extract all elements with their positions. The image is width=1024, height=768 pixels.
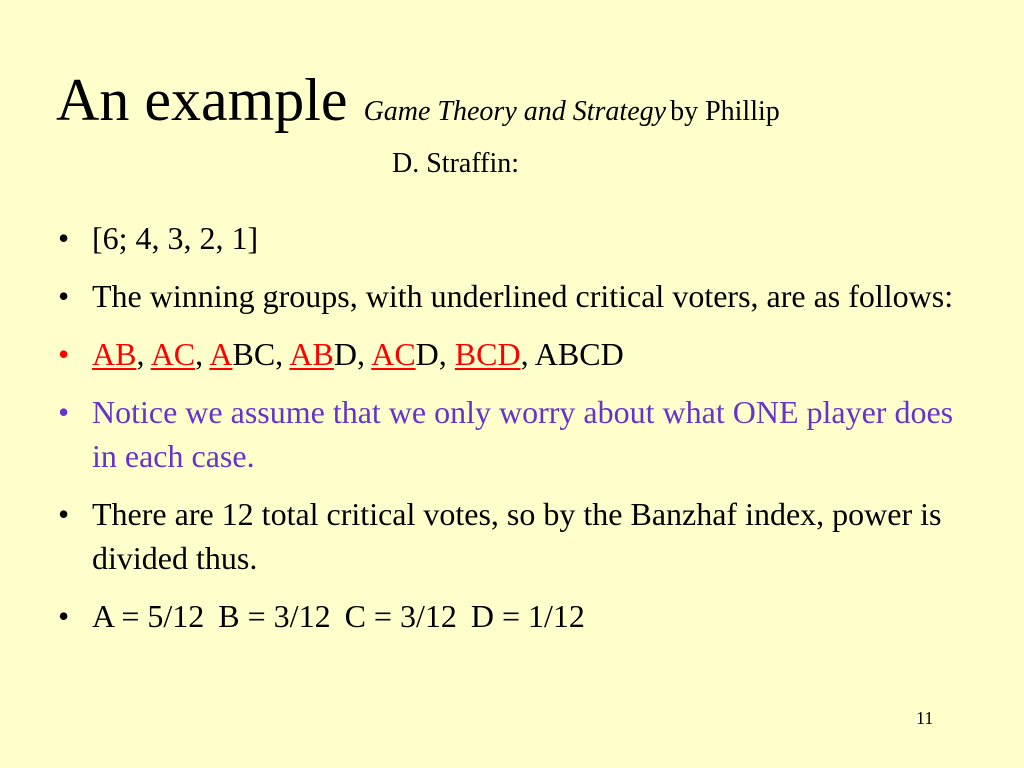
bullet-weights-text: [6; 4, 3, 2, 1] [92, 220, 259, 256]
bullet-dot: • [58, 394, 70, 430]
bullet-winning-groups [56, 332, 956, 376]
non-critical-voters: BC [232, 336, 276, 372]
winning-group [289, 336, 357, 372]
bullet-total-votes-text: There are 12 total critical votes, so by the Banzhaf index, power is divided thus. [92, 496, 942, 576]
group-separator: , [195, 336, 210, 372]
bullet-dot: • [58, 336, 70, 372]
bullet-weights [56, 216, 956, 260]
non-critical-voters: D [415, 336, 439, 372]
group-separator: , [356, 336, 372, 372]
winning-group [151, 336, 195, 372]
winning-group [455, 336, 521, 372]
critical-voters: A [209, 336, 233, 372]
critical-voters: AC [150, 336, 196, 372]
group-separator: , [438, 336, 455, 372]
bullet-total-votes [56, 492, 956, 580]
bullet-winning-groups-text: The winning groups, with underlined critical voters, are as follows: [92, 278, 954, 314]
group-separator: , [275, 336, 290, 372]
critical-voters: AB [289, 336, 334, 372]
power-value: C = 3/12 [344, 598, 457, 634]
title-main: An example [56, 67, 348, 133]
bullet-notice [56, 390, 956, 478]
bullet-dot: • [58, 598, 70, 634]
bullet-dot: • [58, 220, 70, 256]
winning-group [535, 336, 624, 372]
winning-group [371, 336, 439, 372]
group-separator: , [136, 336, 151, 372]
critical-voters: BCD [454, 336, 521, 372]
power-value: B = 3/12 [218, 598, 331, 634]
title-author: D. Straffin: [392, 148, 520, 179]
power-value: D = 1/12 [470, 598, 585, 634]
bullet-notice-text: Notice we assume that we only worry about what ONE player does in each case. [92, 394, 954, 474]
winning-groups-list [92, 336, 624, 372]
bullet-power [56, 594, 956, 638]
bullet-list [56, 216, 956, 652]
winning-group [92, 336, 136, 372]
power-value: A = 5/12 [92, 598, 205, 634]
bullet-dot: • [58, 278, 70, 314]
title-book: Game Theory and Strategy [363, 96, 667, 127]
non-critical-voters: ABCD [534, 336, 624, 372]
slide-title [56, 67, 956, 179]
power-list [92, 598, 585, 634]
bullet-dot: • [58, 496, 70, 532]
bullet-winning-groups-intro [56, 274, 956, 318]
critical-voters: AC [371, 336, 416, 372]
title-by: by Phillip [670, 96, 780, 127]
page-number: 11 [916, 708, 934, 728]
winning-group [209, 336, 275, 372]
group-separator: , [520, 336, 535, 372]
critical-voters: AB [92, 336, 137, 372]
non-critical-voters: D [333, 336, 357, 372]
